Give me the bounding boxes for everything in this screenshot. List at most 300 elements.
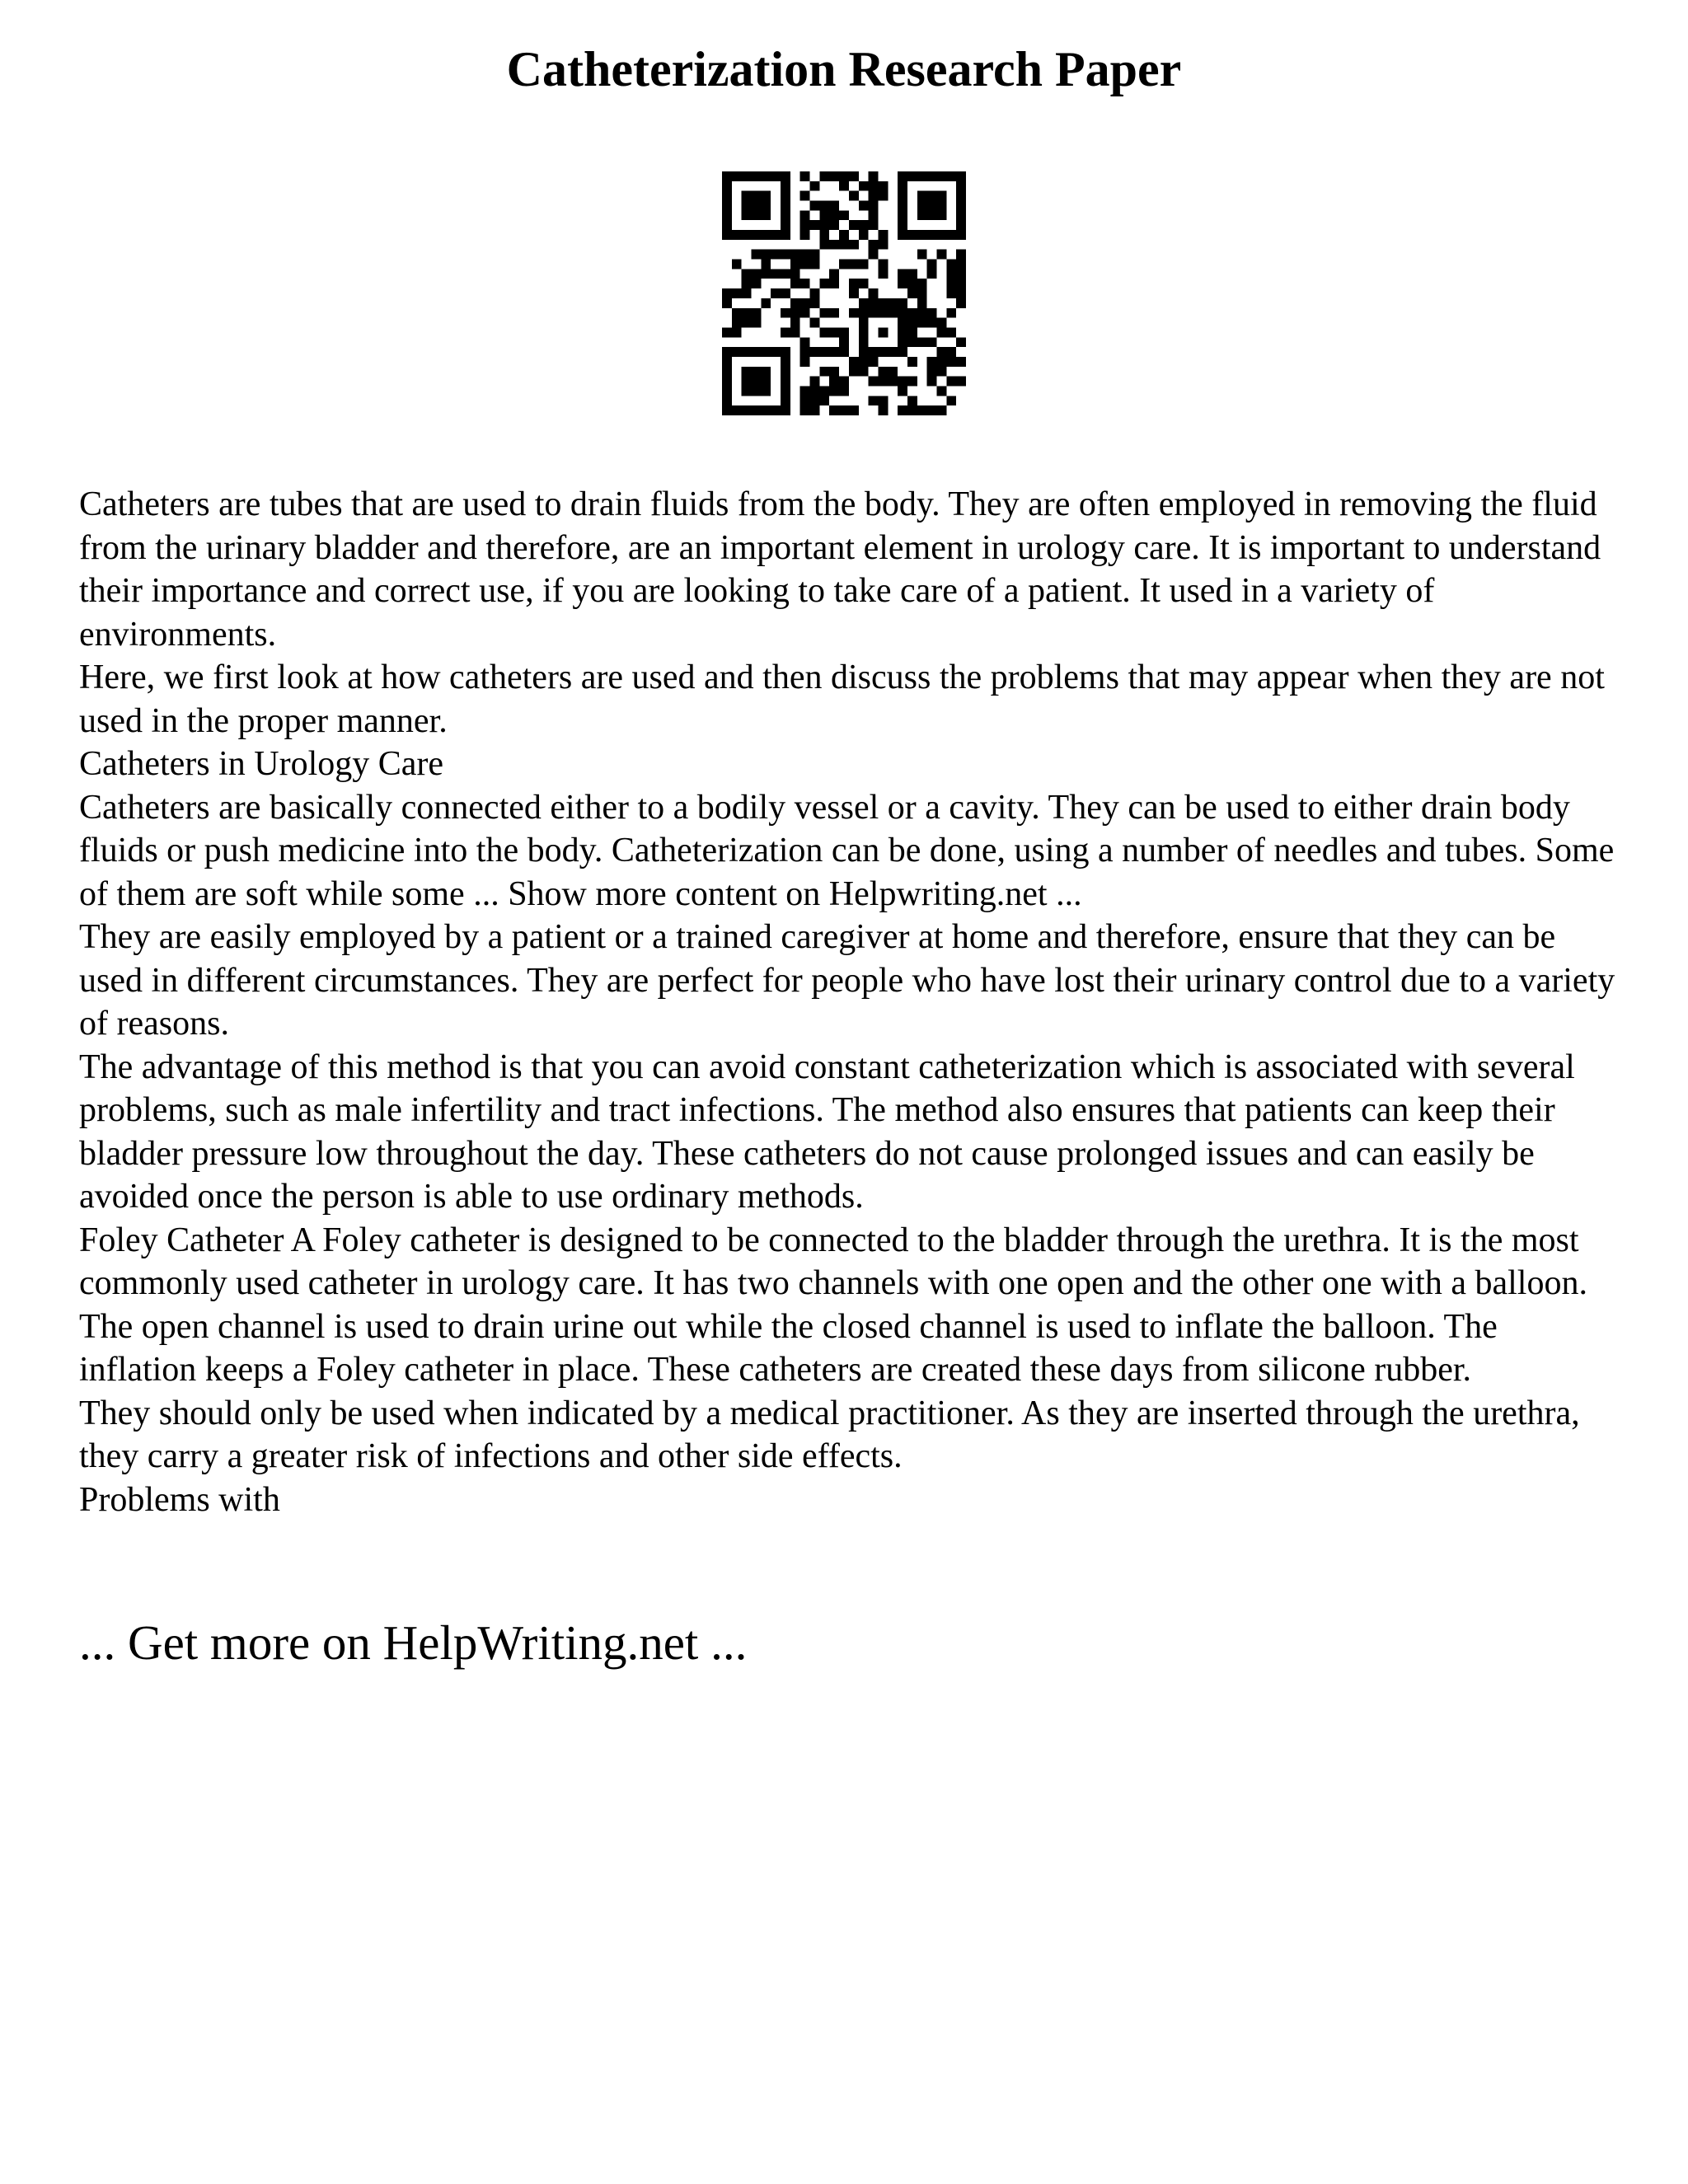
qr-module — [859, 308, 869, 318]
qr-module — [888, 298, 898, 308]
qr-module — [956, 220, 966, 230]
qr-module — [722, 230, 732, 240]
qr-module — [869, 377, 879, 387]
qr-module — [869, 288, 879, 298]
qr-module — [829, 240, 839, 250]
qr-module — [936, 327, 946, 337]
qr-module — [771, 347, 781, 357]
qr-module — [859, 220, 869, 230]
qr-module — [849, 357, 859, 367]
qr-module — [859, 347, 869, 357]
qr-module — [878, 327, 888, 337]
qr-module — [859, 201, 869, 211]
qr-module — [732, 327, 742, 337]
qr-module — [849, 191, 859, 201]
section-heading-urology-care: Catheters in Urology Care — [79, 745, 444, 783]
qr-module — [742, 171, 752, 181]
qr-module — [790, 327, 800, 337]
qr-module — [752, 405, 762, 415]
qr-module — [771, 288, 781, 298]
qr-module — [956, 181, 966, 191]
qr-module — [898, 327, 907, 337]
qr-module — [878, 367, 888, 377]
qr-module — [956, 279, 966, 288]
qr-module — [878, 230, 888, 240]
qr-module — [869, 240, 879, 250]
qr-module — [781, 201, 790, 211]
qr-module — [898, 269, 907, 279]
qr-module — [810, 288, 820, 298]
qr-module — [859, 279, 869, 288]
qr-module — [927, 210, 937, 220]
qr-module — [898, 337, 907, 347]
qr-module — [917, 288, 927, 298]
qr-module — [742, 230, 752, 240]
qr-module — [752, 250, 762, 260]
qr-module — [800, 386, 810, 396]
qr-module — [781, 405, 790, 415]
qr-module — [927, 357, 937, 367]
qr-module — [829, 210, 839, 220]
qr-module — [917, 250, 927, 260]
qr-module — [752, 191, 762, 201]
qr-module — [888, 347, 898, 357]
qr-module — [898, 210, 907, 220]
qr-module — [790, 308, 800, 318]
qr-module — [936, 386, 946, 396]
qr-module — [946, 279, 956, 288]
qr-module — [819, 327, 829, 337]
qr-module — [800, 357, 810, 367]
qr-module — [722, 210, 732, 220]
qr-module — [790, 260, 800, 269]
paragraph-usage-warning: They should only be used when indicated by a medical practitioner. As they are inserted through the urethra, they carry a greater risk of infections and other side effects. — [79, 1394, 1580, 1475]
qr-module — [761, 250, 771, 260]
qr-module — [839, 377, 849, 387]
qr-module — [946, 357, 956, 367]
qr-module — [800, 250, 810, 260]
qr-module — [819, 386, 829, 396]
qr-module — [761, 386, 771, 396]
qr-module — [869, 298, 879, 308]
qr-module — [810, 220, 820, 230]
qr-module — [956, 250, 966, 260]
page-title: Catheterization Research Paper — [506, 42, 1182, 96]
qr-module — [936, 210, 946, 220]
qr-module — [819, 201, 829, 211]
qr-module — [819, 367, 829, 377]
qr-module — [800, 171, 810, 181]
qr-module — [839, 171, 849, 181]
qr-module — [761, 347, 771, 357]
qr-module — [936, 191, 946, 201]
qr-module — [722, 357, 732, 367]
qr-module — [781, 250, 790, 260]
qr-module — [781, 191, 790, 201]
qr-module — [722, 347, 732, 357]
qr-module — [829, 367, 839, 377]
article-body — [79, 483, 1620, 1521]
qr-module — [781, 230, 790, 240]
qr-module — [742, 201, 752, 211]
qr-module — [800, 347, 810, 357]
qr-module — [917, 191, 927, 201]
qr-module — [800, 298, 810, 308]
qr-module — [829, 347, 839, 357]
qr-module — [878, 347, 888, 357]
qr-module — [849, 308, 859, 318]
qr-module — [907, 269, 917, 279]
qr-module — [907, 405, 917, 415]
qr-module — [810, 298, 820, 308]
qr-module — [907, 308, 917, 318]
qr-module — [869, 250, 879, 260]
qr-module — [907, 318, 917, 328]
qr-module — [839, 260, 849, 269]
qr-module — [752, 386, 762, 396]
qr-module — [956, 210, 966, 220]
qr-module — [819, 171, 829, 181]
qr-module — [722, 396, 732, 405]
qr-module — [956, 171, 966, 181]
qr-module — [849, 279, 859, 288]
qr-module — [869, 181, 879, 191]
qr-module — [742, 279, 752, 288]
qr-module — [752, 230, 762, 240]
qr-module — [742, 308, 752, 318]
qr-module — [859, 260, 869, 269]
qr-module — [839, 210, 849, 220]
qr-module — [829, 269, 839, 279]
qr-module — [869, 347, 879, 357]
qr-module — [898, 181, 907, 191]
qr-module — [742, 367, 752, 377]
qr-module — [771, 405, 781, 415]
qr-module — [790, 279, 800, 288]
qr-module — [956, 230, 966, 240]
qr-module — [907, 396, 917, 405]
qr-module — [878, 269, 888, 279]
qr-module — [946, 230, 956, 240]
qr-module — [869, 171, 879, 181]
qr-module — [946, 260, 956, 269]
qr-module — [946, 288, 956, 298]
qr-module — [819, 279, 829, 288]
qr-module — [819, 220, 829, 230]
qr-module — [829, 377, 839, 387]
qr-module — [839, 240, 849, 250]
qr-module — [839, 337, 849, 347]
qr-module — [878, 308, 888, 318]
qr-module — [800, 279, 810, 288]
qr-module — [888, 367, 898, 377]
qr-module — [781, 347, 790, 357]
qr-module — [869, 220, 879, 230]
qr-module — [907, 357, 917, 367]
qr-module — [810, 386, 820, 396]
paragraph-advantage: The advantage of this method is that you can avoid constant catheterization which is associated with several problems, such as male infertility and tract infections. The method also ensures that patients can keep their bladder pressure low throughout the day. These catheters do not cause prolonged issues and can easily be avoided once the person is able to use ordinary methods. — [79, 1047, 1575, 1216]
qr-module — [839, 230, 849, 240]
qr-module — [742, 269, 752, 279]
qr-module — [742, 191, 752, 201]
qr-module — [722, 220, 732, 230]
qr-module — [869, 210, 879, 220]
qr-module — [898, 318, 907, 328]
qr-module — [800, 210, 810, 220]
qr-module — [761, 191, 771, 201]
qr-module — [771, 230, 781, 240]
qr-module — [819, 347, 829, 357]
qr-module — [829, 171, 839, 181]
qr-module — [898, 347, 907, 357]
qr-module — [907, 377, 917, 387]
qr-module — [946, 347, 956, 357]
qr-module — [869, 308, 879, 318]
qr-module — [800, 220, 810, 230]
qr-module — [829, 386, 839, 396]
qr-module — [752, 279, 762, 288]
qr-module — [898, 298, 907, 308]
qr-module — [819, 230, 829, 240]
qr-module — [752, 367, 762, 377]
qr-module — [800, 396, 810, 405]
qr-module — [878, 396, 888, 405]
qr-module — [800, 308, 810, 318]
qr-module — [742, 377, 752, 387]
qr-module — [946, 171, 956, 181]
qr-module — [781, 327, 790, 337]
qr-module — [752, 308, 762, 318]
qr-module — [771, 269, 781, 279]
qr-module — [752, 210, 762, 220]
qr-module — [898, 377, 907, 387]
qr-module — [732, 318, 742, 328]
qr-module — [810, 396, 820, 405]
qr-module — [859, 298, 869, 308]
qr-module — [722, 405, 732, 415]
qr-module — [790, 298, 800, 308]
qr-module — [936, 367, 946, 377]
qr-module — [907, 230, 917, 240]
qr-module — [810, 201, 820, 211]
qr-module — [917, 337, 927, 347]
qr-module — [917, 230, 927, 240]
qr-module — [917, 318, 927, 328]
qr-module — [752, 377, 762, 387]
qr-module — [956, 260, 966, 269]
qr-module — [790, 250, 800, 260]
qr-module — [859, 337, 869, 347]
qr-module — [917, 210, 927, 220]
qr-module — [781, 210, 790, 220]
qr-module — [917, 279, 927, 288]
qr-module — [878, 240, 888, 250]
qr-module — [898, 230, 907, 240]
qr-module — [829, 220, 839, 230]
qr-module — [898, 279, 907, 288]
qr-module — [888, 377, 898, 387]
qr-module — [927, 191, 937, 201]
paragraph-intro: Catheters are tubes that are used to drain fluids from the body. They are often employed in removing the fluid from the urinary bladder and therefore, are an important element in urology care. It is important to understand their importance and correct use, if you are looking to take care of a patient. It used in a variety of environments. — [79, 485, 1601, 654]
qr-module — [810, 181, 820, 191]
qr-module — [956, 269, 966, 279]
qr-module — [927, 201, 937, 211]
qr-module — [907, 279, 917, 288]
qr-module — [810, 260, 820, 269]
qr-module — [742, 318, 752, 328]
qr-module — [829, 201, 839, 211]
qr-module — [917, 201, 927, 211]
qr-module — [927, 405, 937, 415]
qr-module — [917, 298, 927, 308]
qr-module — [742, 288, 752, 298]
paragraph-foley-catheter: Foley Catheter A Foley catheter is designed to be connected to the bladder through the urethra. It is the most commonly used catheter in urology care. It has two channels with one open and the other one with a balloon. The open channel is used to drain urine out while the closed channel is used to inflate the balloon. The inflation keeps a Foley catheter in place. These catheters are created these days from silicone rubber. — [79, 1221, 1587, 1389]
qr-module — [810, 250, 820, 260]
qr-module — [917, 171, 927, 181]
qr-module — [917, 308, 927, 318]
qr-module — [829, 405, 839, 415]
qr-module — [790, 269, 800, 279]
qr-module — [956, 201, 966, 211]
qr-module — [742, 210, 752, 220]
qr-module — [927, 230, 937, 240]
qr-module — [898, 405, 907, 415]
qr-module — [946, 269, 956, 279]
qr-module — [927, 337, 937, 347]
qr-module — [936, 357, 946, 367]
qr-module — [849, 260, 859, 269]
qr-module — [752, 347, 762, 357]
qr-module — [752, 201, 762, 211]
qr-module — [898, 201, 907, 211]
qr-module — [927, 171, 937, 181]
paragraph-overview: Here, we first look at how catheters are used and then discuss the problems that may appear when they are not used in the proper manner. — [79, 658, 1605, 740]
qr-module — [888, 308, 898, 318]
qr-module — [829, 308, 839, 318]
qr-module — [936, 201, 946, 211]
qr-module — [936, 347, 946, 357]
qr-module — [927, 318, 937, 328]
qr-module — [722, 288, 732, 298]
qr-module — [761, 298, 771, 308]
qr-module — [781, 377, 790, 387]
qr-module — [732, 171, 742, 181]
qr-module — [761, 230, 771, 240]
paragraph-home-use: They are easily employed by a patient or a trained caregiver at home and therefore, ensure that they can be used in different circumstances. They are perfect for people who have lost their urinary control due to a variety of reasons. — [79, 918, 1615, 1043]
qr-module — [761, 210, 771, 220]
qr-module — [936, 318, 946, 328]
qr-module — [878, 191, 888, 201]
qr-module — [927, 269, 937, 279]
qr-module — [781, 396, 790, 405]
qr-module — [752, 318, 762, 328]
qr-module — [781, 181, 790, 191]
qr-module — [742, 386, 752, 396]
qr-module — [771, 171, 781, 181]
qr-module — [722, 386, 732, 396]
qr-module — [722, 377, 732, 387]
qr-module — [849, 220, 859, 230]
qr-module — [898, 220, 907, 230]
qr-module — [800, 191, 810, 201]
qr-module — [742, 405, 752, 415]
qr-module — [722, 171, 732, 181]
qr-module — [859, 318, 869, 328]
paragraph-problems-heading: Problems with — [79, 1480, 280, 1519]
qr-module — [781, 367, 790, 377]
qr-module — [956, 337, 966, 347]
qr-module — [771, 250, 781, 260]
qr-module — [781, 357, 790, 367]
qr-module — [810, 377, 820, 387]
qr-module — [732, 230, 742, 240]
qr-module — [761, 405, 771, 415]
qr-module — [781, 288, 790, 298]
qr-module — [819, 308, 829, 318]
qr-module — [761, 367, 771, 377]
get-more-link[interactable]: ... Get more on HelpWriting.net ... — [79, 1615, 748, 1670]
qr-module — [810, 347, 820, 357]
qr-module — [859, 230, 869, 240]
qr-module — [946, 327, 956, 337]
qr-module — [898, 386, 907, 396]
qr-module — [839, 347, 849, 357]
qr-module — [829, 327, 839, 337]
qr-module — [946, 308, 956, 318]
qr-module — [936, 171, 946, 181]
qr-module — [849, 240, 859, 250]
qr-module — [761, 269, 771, 279]
qr-module — [839, 327, 849, 337]
qr-module — [927, 308, 937, 318]
qr-module — [800, 260, 810, 269]
qr-module — [781, 308, 790, 318]
qr-module — [761, 377, 771, 387]
qr-module — [869, 357, 879, 367]
qr-module — [956, 377, 966, 387]
qr-module — [956, 288, 966, 298]
qr-module — [781, 220, 790, 230]
qr-module — [819, 210, 829, 220]
qr-module — [732, 405, 742, 415]
qr-module — [849, 288, 859, 298]
qr-module — [859, 367, 869, 377]
qr-module — [907, 288, 917, 298]
qr-module — [927, 367, 937, 377]
qr-module — [946, 396, 956, 405]
qr-module — [898, 191, 907, 201]
qr-module — [732, 308, 742, 318]
qr-module — [732, 347, 742, 357]
qr-module — [898, 308, 907, 318]
qr-module — [936, 405, 946, 415]
qr-module — [927, 260, 937, 269]
qr-module — [752, 269, 762, 279]
qr-module — [819, 396, 829, 405]
qr-module — [742, 347, 752, 357]
qr-module — [907, 327, 917, 337]
qr-module — [781, 269, 790, 279]
qr-module — [781, 171, 790, 181]
qr-module — [936, 230, 946, 240]
qr-module — [956, 298, 966, 308]
qr-module — [927, 377, 937, 387]
qr-module — [849, 367, 859, 377]
qr-code-icon[interactable] — [722, 171, 966, 415]
qr-module — [722, 298, 732, 308]
qr-module — [878, 260, 888, 269]
qr-module — [732, 260, 742, 269]
